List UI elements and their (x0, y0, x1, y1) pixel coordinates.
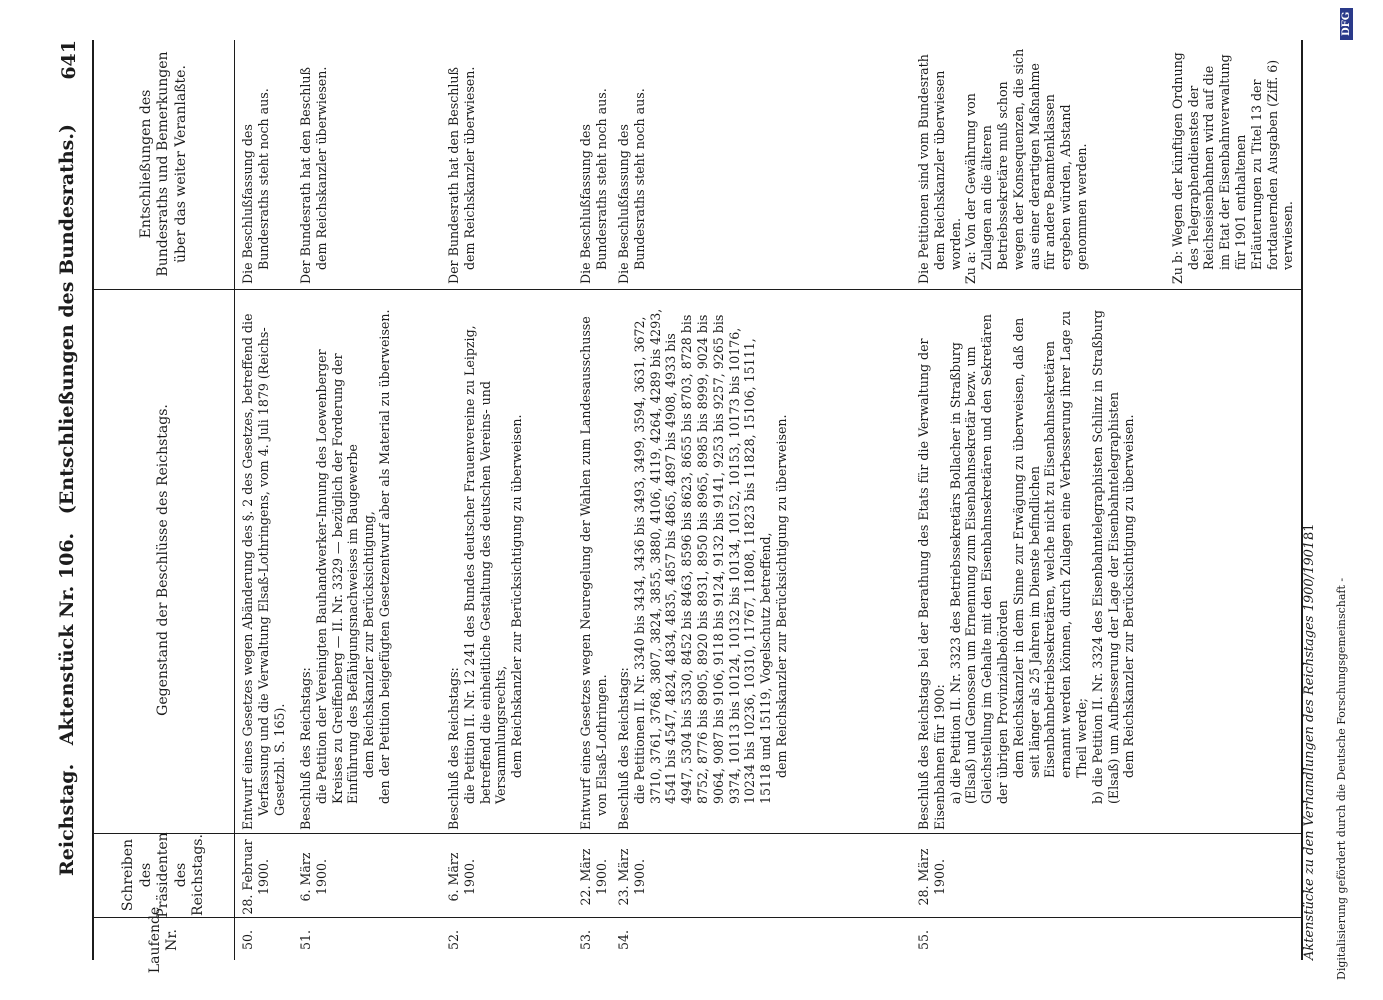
title-part-reichstag: Reichstag. (56, 763, 78, 876)
title-part-entschliessungen: (Entschließungen des Bundesraths.) (56, 124, 78, 515)
running-title (56, 40, 78, 960)
subject-text: dem Reichskanzler in dem Sinne zur Erwägung zu überweisen, daß den seit länger als 25 Jahren im Dienste befindlichen Eisenbahnbetriebssekretären, welche nicht zu Eisenbahnsekretären ernannt werden können, durch Zulagen eine Verbesserung ihrer Lage zu Theil werde; (1010, 310, 1089, 778)
subject-text: Beschluß des Reichstags: (298, 667, 313, 830)
header-rule (234, 40, 235, 960)
row-subject (616, 300, 790, 830)
column-rule (94, 917, 1301, 918)
subject-text: Beschluß des Reichstags: (616, 667, 631, 830)
row-date: 23. März 1900. (616, 848, 647, 906)
column-rule (94, 833, 1301, 834)
row-decision (616, 48, 648, 284)
row-date: 22. März 1900. (578, 848, 609, 906)
subject-text: dem Reichskanzler zur Berücksichtigung zu überweisen. (509, 414, 525, 778)
decision-text: Die Petitionen sind vom Bundesrath dem Reichskanzler überwiesen worden. (916, 54, 963, 284)
subject-text: dem Reichskanzler zur Berücksichtigung zu überweisen. (773, 414, 789, 778)
page-number: 641 (58, 40, 80, 80)
row-number: 54. (616, 929, 631, 951)
decision-text: Zu a: Von der Gewährung von Zulagen an die älteren Betriebssekretäre muß schon wegen der Konsequenzen, die sich aus einer derartigen Maßnahme für andere Beamtenklassen ergeben würden, Abstand genommen werden. (963, 48, 1089, 284)
subject-text: a) die Petition II. Nr. 3323 des Betriebssekretärs Bollacher in Straßburg (Elsaß) und Genossen um Ernennung zum Eisenbahnsekretär bezw. um Gleichstellung im Gehalte mit den Eisenbahnsekretären und den Sekretären der übrigen Provinzialbehörden (947, 314, 1010, 804)
decision-text: Zu b: Wegen der künftigen Ordnung des Telegraphendienstes der Reichseisenbahnen wird auf die im Etat der Eisenbahnverwaltung für 1901 enthaltenen Erläuterungen zu Titel 13 der fortdauernden Ausgaben (Ziff. 6) verwiesen. (1169, 52, 1296, 284)
row-subject (298, 300, 393, 830)
row-decision (298, 48, 330, 284)
header-decision: Entschließungen des Bundesraths und Bemerkungen über das weiter Veranlaßte. (137, 51, 189, 277)
row-number: 53. (578, 929, 593, 951)
subject-text: dem Reichskanzler zur Berücksichtigung, (361, 511, 377, 778)
decision-text: Der Bundesrath hat den Beschluß dem Reichskanzler überwiesen. (446, 66, 477, 284)
row-subject (446, 300, 525, 830)
column-rule (94, 289, 1301, 290)
row-number: 51. (298, 929, 313, 951)
header-number: Laufende Nr. (146, 906, 180, 974)
decision-text: Die Beschlußfassung des Bundesraths steht noch aus. (240, 88, 271, 284)
subject-text: dem Reichskanzler zur Berücksichtigung zu überweisen. (1121, 414, 1137, 778)
decisions-table (92, 40, 1303, 974)
subject-text: die Petitionen II. Nr. 3340 bis 3434, 3436 bis 3493, 3499, 3594, 3631, 3672, 3710, 3761, 3768, 3807, 3824, 3855, 3880, 4106, 4119, 4264, 4289 bis 4293, 4541 bis 4547, 4824, 4834, 4835, 4857 bis 4865, 4897 bis 4908, 4933 bis 4947, 5304 bis 5330, 8452 bis 8463, 8596 bis 8623, 8655 bis 8703, 8728 bis 8752, 8776 bis 8905, 8920 bis 8931, 8950 bis 8965, 8985 bis 8999, 9024 bis 9064, 9087 bis 9106, 9118 bis 9124, 9132 bis 9141, 9253 bis 9257, 9265 bis 9374, 10113 bis 10124, 10132 bis 10134, 10152, 10153, 10173 bis 10176, 10234 bis 10236, 10310, 11767, 11808, 11823 bis 11828, 15106, 15111, 15118 und 15119, Vogelschutz betreffend, (631, 308, 774, 804)
decision-text: Die Beschlußfassung des Bundesraths steht noch aus. (578, 88, 609, 284)
subject-text: Beschluß des Reichstags: (446, 667, 461, 830)
subject-text: die Petition der Vereinigten Bauhandwerker-Innung des Loewenberger Kreises zu Greiffenberg — II. Nr. 3329 — bezüglich der Forderung der Einführung des Befähigungsnachweises im Baugewerbe (313, 349, 361, 804)
row-decision (446, 48, 478, 284)
row-number: 50. (240, 929, 255, 951)
digitization-note: Digitalisierung gefördert durch die Deutsche Forschungsgemeinschaft - (1335, 577, 1348, 980)
footer-source: Aktenstücke zu den Verhandlungen des Reichstages 1900/1901. (1302, 536, 1317, 960)
row-number: 52. (446, 929, 461, 951)
subject-text: b) die Petition II. Nr. 3324 des Eisenbahntelegraphisten Schlinz in Straßburg (Elsaß) um Aufbesserung der Lage der Eisenbahntelegraphisten (1089, 310, 1121, 804)
decision-text: Die Beschlußfassung des Bundesraths steht noch aus. (616, 88, 647, 284)
subject-text: die Petition II. Nr. 12 241 des Bundes deutscher Frauenvereine zu Leipzig, betreffend die einheitliche Gestaltung des deutschen Vereins- und Versammlungsrechts, (461, 325, 509, 804)
row-decision (916, 48, 1296, 284)
row-date: 6. März 1900. (298, 852, 329, 902)
row-decision (578, 48, 610, 284)
subject-text: Entwurf eines Gesetzes wegen Abänderung des §. 2 des Gesetzes, betreffend die Verfassung und die Verwaltung Elsaß-Lothringens, vom 4. Juli 1879 (Reichs-Gesetzbl. S. 165). (240, 313, 287, 830)
row-subject (240, 300, 287, 830)
subject-text: Entwurf eines Gesetzes wegen Neuregelung der Wahlen zum Landesausschusse von Elsaß-Lothringen. (578, 316, 609, 830)
row-date: 28. März 1900. (916, 848, 947, 906)
subject-text: den der Petition beigefügten Gesetzentwurf aber als Material zu überweisen. (376, 309, 392, 804)
row-date: 28. Februar 1900. (240, 839, 271, 915)
header-subject: Gegenstand der Beschlüsse des Reichstags. (155, 404, 172, 716)
decision-text: Der Bundesrath hat den Beschluß dem Reichskanzler überwiesen. (298, 66, 329, 284)
row-decision (240, 48, 272, 284)
header-date: Schreiben des Präsidenten des Reichstags. (120, 832, 207, 918)
subject-text: Beschluß des Reichstags bei der Berathung des Etats für die Verwaltung der Eisenbahnen für 1900: (916, 338, 947, 830)
page-header (20, 40, 90, 960)
row-number: 55. (916, 929, 931, 951)
row-subject (578, 300, 610, 830)
row-date: 6. März 1900. (446, 852, 477, 902)
sheet-number: 81 (1302, 523, 1317, 540)
dfg-logo: DFG (1340, 8, 1353, 40)
title-part-aktenstueck: Aktenstück Nr. 106. (56, 532, 78, 746)
row-subject (916, 300, 1137, 830)
